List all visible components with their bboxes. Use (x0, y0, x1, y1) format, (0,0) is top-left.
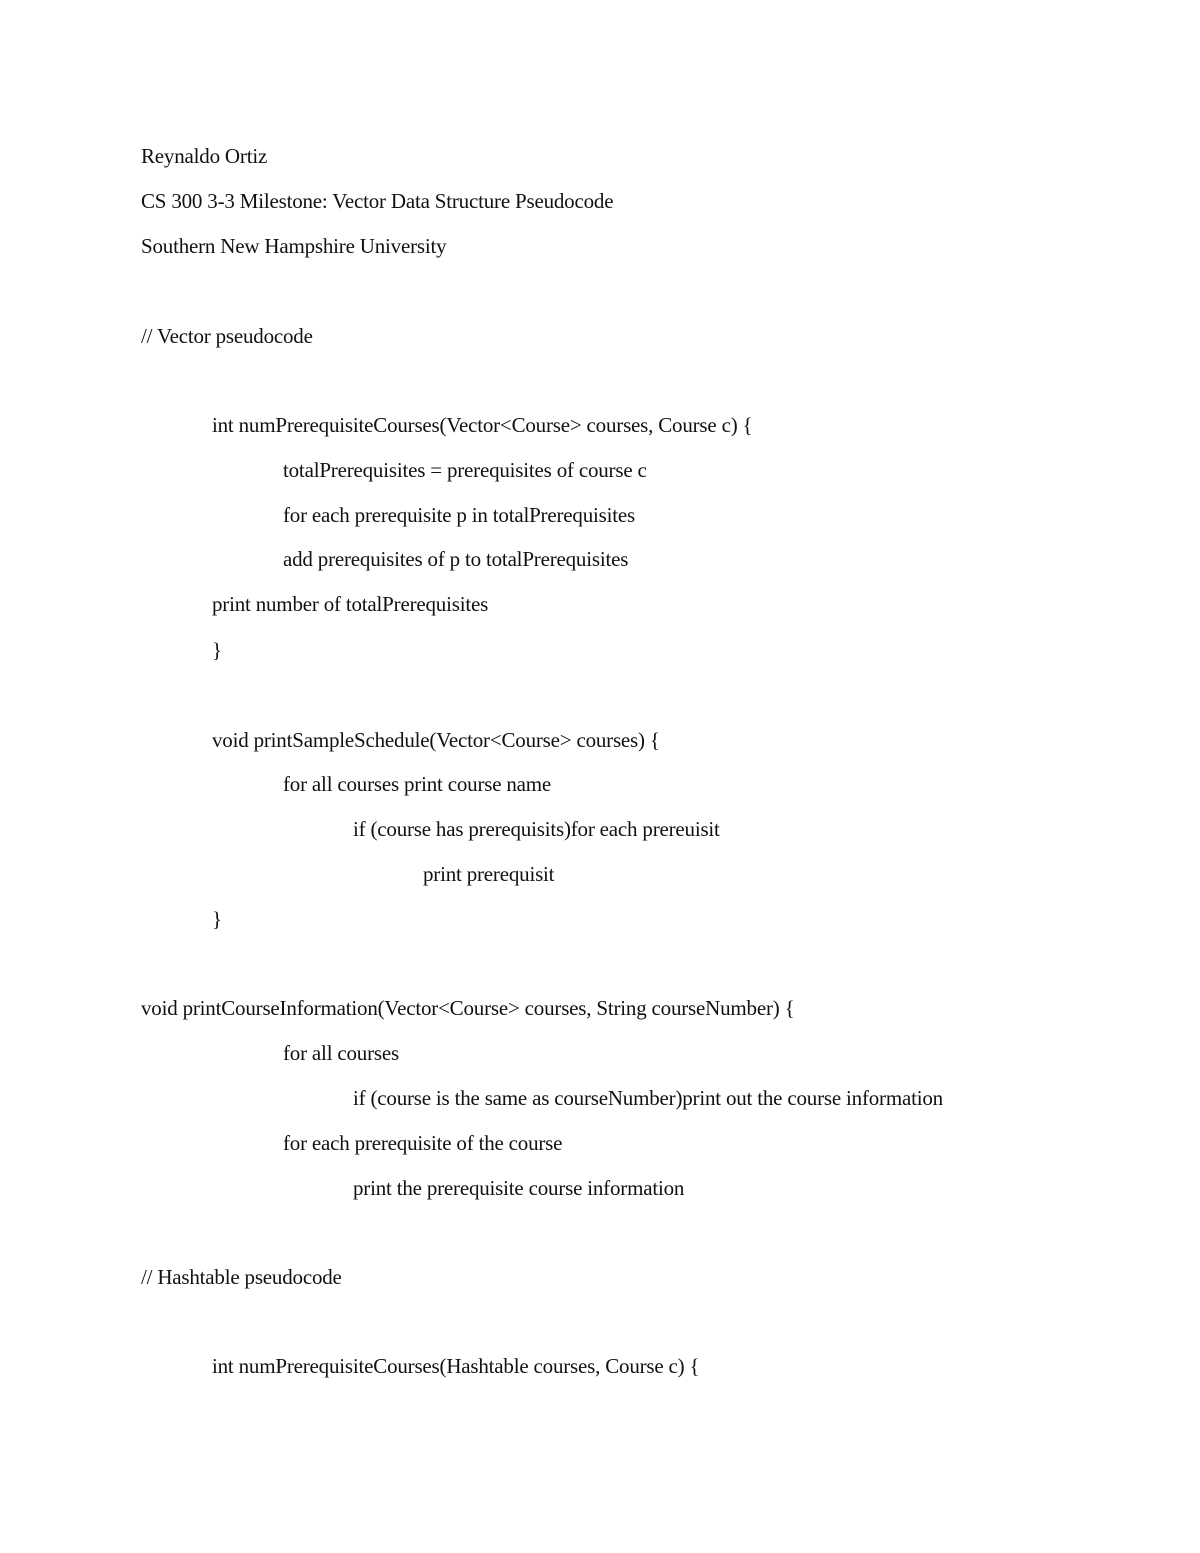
author-name: Reynaldo Ortiz (141, 144, 268, 168)
num-prereq-print: print number of totalPrerequisites (212, 592, 489, 616)
print-schedule-signature: void printSampleSchedule(Vector<Course> courses) { (212, 728, 660, 752)
print-schedule-loop: for all courses print course name (283, 772, 552, 796)
print-schedule-condition: if (course has prerequisits)for each prereuisit (353, 817, 720, 841)
print-course-info-prereq-print: print the prerequisite course information (353, 1176, 685, 1200)
assignment-title: CS 300 3-3 Milestone: Vector Data Structure Pseudocode (141, 189, 614, 213)
vector-section-comment: // Vector pseudocode (141, 324, 313, 348)
num-prereq-signature: int numPrerequisiteCourses(Vector<Course> courses, Course c) { (212, 413, 753, 437)
print-schedule-close-brace: } (212, 907, 222, 931)
num-prereq-body-line: totalPrerequisites = prerequisites of course c (283, 458, 647, 482)
hashtable-section-comment: // Hashtable pseudocode (141, 1265, 342, 1289)
print-schedule-print: print prerequisit (423, 862, 555, 886)
print-course-info-condition: if (course is the same as courseNumber)print out the course information (353, 1086, 943, 1110)
print-course-info-signature: void printCourseInformation(Vector<Course> courses, String courseNumber) { (141, 996, 795, 1020)
num-prereq-close-brace: } (212, 638, 222, 662)
print-course-info-loop: for all courses (283, 1041, 399, 1065)
print-course-info-prereq-loop: for each prerequisite of the course (283, 1131, 563, 1155)
num-prereq-body-line: add prerequisites of p to totalPrerequisites (283, 547, 629, 571)
num-prereq-body-line: for each prerequisite p in totalPrerequisites (283, 503, 635, 527)
hashtable-num-prereq-signature: int numPrerequisiteCourses(Hashtable courses, Course c) { (212, 1354, 700, 1378)
institution-name: Southern New Hampshire University (141, 234, 447, 258)
